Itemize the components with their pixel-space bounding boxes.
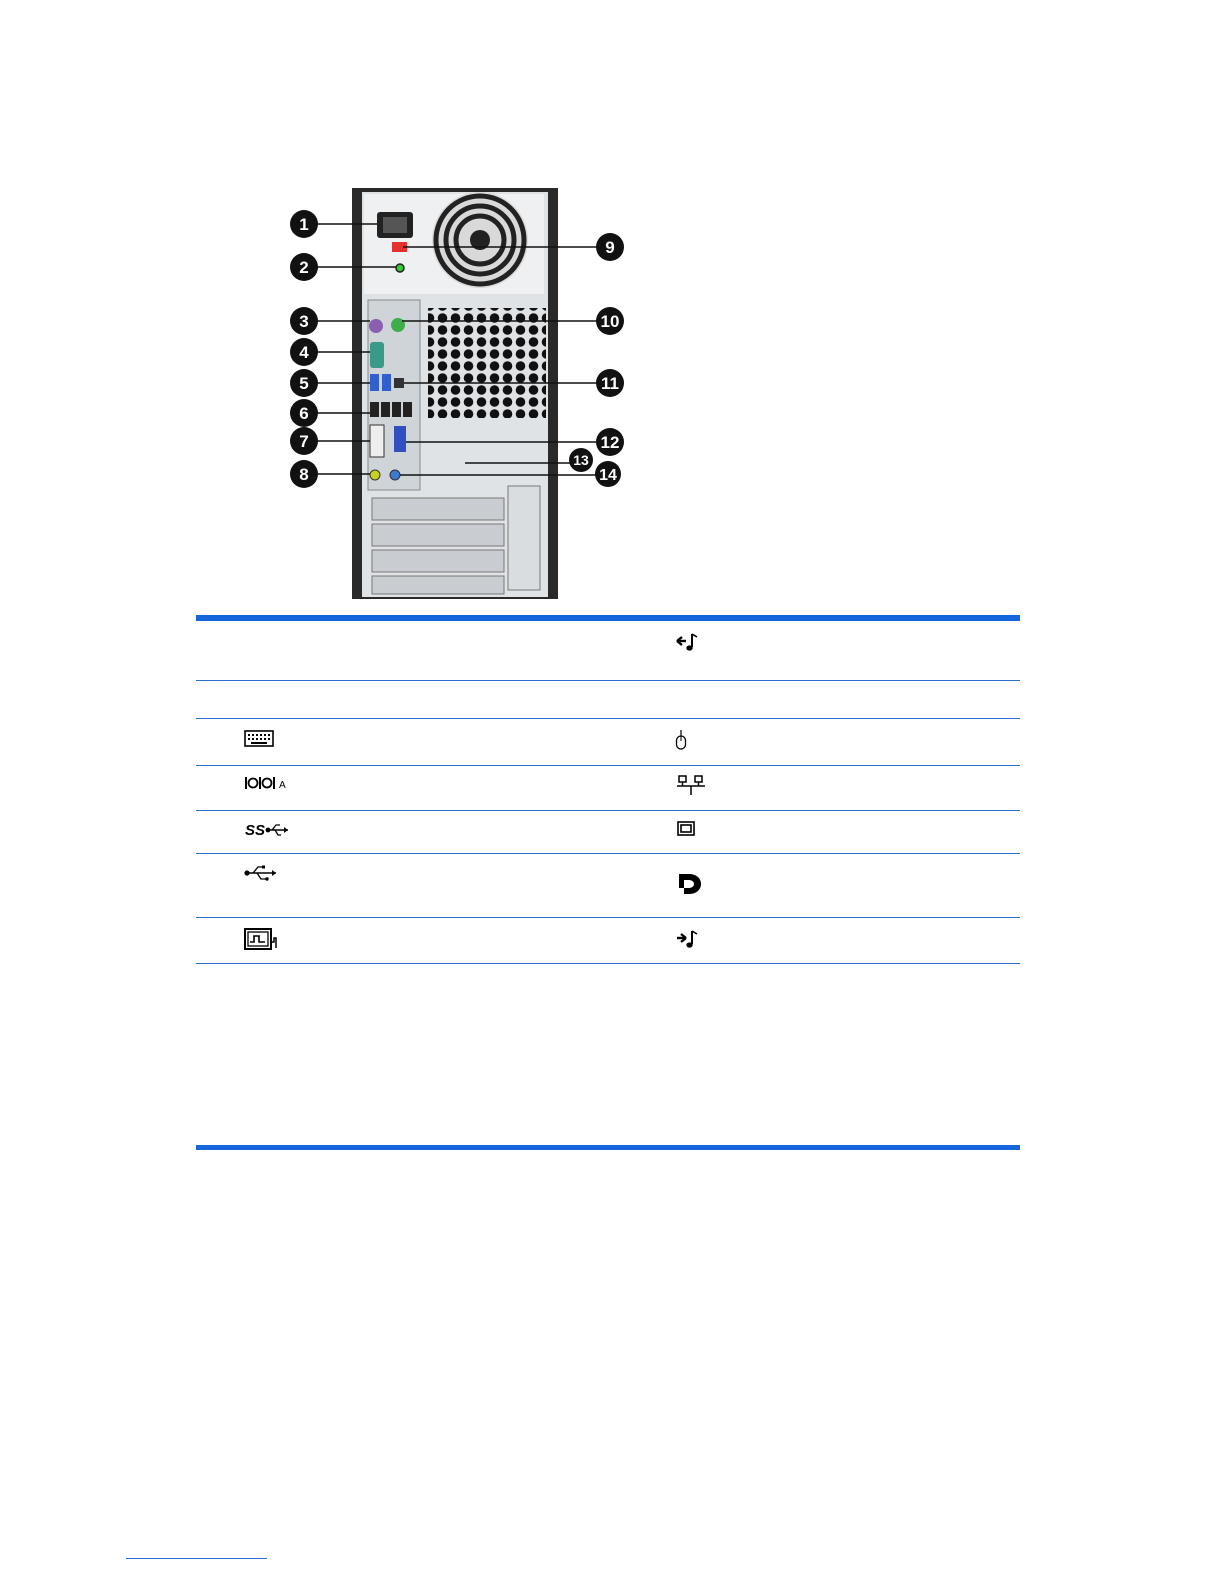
svg-text:10: 10 <box>600 312 620 331</box>
svg-text:7: 7 <box>299 432 309 451</box>
svg-text:12: 12 <box>600 433 620 452</box>
table-row-divider <box>196 810 1020 811</box>
callout-12 <box>596 428 624 456</box>
callout-2 <box>290 253 318 281</box>
table-row-divider <box>196 853 1020 854</box>
mouse-icon <box>675 729 687 751</box>
svg-text:11: 11 <box>601 374 619 393</box>
callout-14 <box>595 461 621 487</box>
table-row-divider <box>196 917 1020 918</box>
svg-text:1: 1 <box>299 215 309 234</box>
svg-text:5: 5 <box>299 374 309 393</box>
svg-text:4: 4 <box>299 343 309 362</box>
callout-6 <box>290 399 318 427</box>
table-bottom-rule <box>196 1145 1020 1150</box>
svg-text:14: 14 <box>599 467 617 484</box>
svg-text:3: 3 <box>299 312 309 331</box>
callout-1 <box>290 210 318 238</box>
table-row-divider <box>196 680 1020 681</box>
svg-text:6: 6 <box>299 404 309 423</box>
footer-rule <box>126 1558 267 1559</box>
keyboard-icon <box>244 730 274 747</box>
callout-13 <box>569 448 593 472</box>
callout-8 <box>290 460 318 488</box>
table-row-divider <box>196 765 1020 766</box>
table-top-rule <box>196 615 1020 621</box>
callout-5 <box>290 369 318 397</box>
svg-text:9: 9 <box>605 238 615 257</box>
callout-9 <box>596 233 624 261</box>
computer-rear-panel-illustration <box>280 180 640 605</box>
callout-10 <box>596 307 624 335</box>
callout-4 <box>290 338 318 366</box>
network-icon <box>676 775 706 797</box>
displayport-icon <box>677 872 703 896</box>
table-row-divider <box>196 718 1020 719</box>
svg-text:SS: SS <box>245 822 266 839</box>
vga-monitor-icon <box>677 821 695 836</box>
audio-in-icon <box>676 929 700 949</box>
serial-port-icon <box>244 775 288 791</box>
callout-3 <box>290 307 318 335</box>
callout-7 <box>290 427 318 455</box>
svg-text:13: 13 <box>573 452 589 468</box>
callout-11 <box>596 369 624 397</box>
usb3-superspeed-icon <box>244 820 290 840</box>
svg-text:2: 2 <box>299 258 309 277</box>
usb-icon <box>244 864 278 882</box>
svg-text:A: A <box>279 780 286 791</box>
audio-out-icon <box>676 632 700 652</box>
svg-text:8: 8 <box>299 465 309 484</box>
dvi-icon <box>244 928 278 950</box>
table-row-divider <box>196 963 1020 964</box>
